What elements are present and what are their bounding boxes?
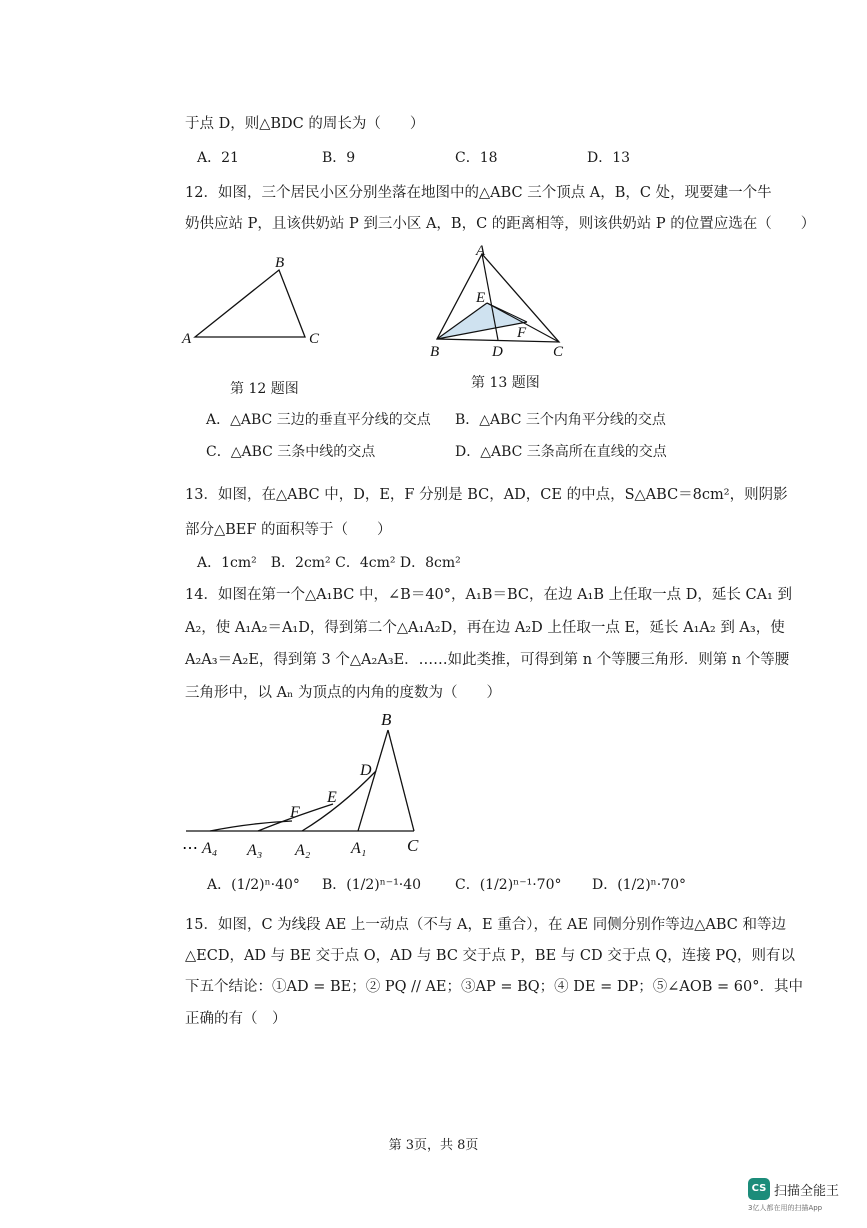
q11-option-b: B．9 bbox=[322, 150, 356, 166]
fig14-label-b: B bbox=[381, 710, 392, 729]
scanner-app-name: 扫描全能王 bbox=[774, 1184, 840, 1199]
figure-12 bbox=[175, 250, 335, 360]
q15-line-3: 下五个结论：①AD = BE；② PQ // AE；③AP = BQ；④ DE = DP；⑤∠AOB = 60°．其中 bbox=[185, 979, 803, 995]
fig13-label-f: F bbox=[517, 325, 527, 341]
scanner-app-tagline: 3亿人都在用的扫描App bbox=[748, 1204, 823, 1212]
scanner-logo-icon: CS bbox=[748, 1178, 770, 1200]
q11-tail: 于点 D，则△BDC 的周长为（ ） bbox=[185, 116, 425, 132]
q13-options: A．1cm² B．2cm² C．4cm² D．8cm² bbox=[197, 555, 461, 571]
q12-option-d: D．△ABC 三条高所在直线的交点 bbox=[455, 444, 667, 460]
q14-option-c: C．(1/2)ⁿ⁻¹·70° bbox=[455, 877, 562, 893]
q12-option-a: A．△ABC 三边的垂直平分线的交点 bbox=[206, 412, 431, 428]
fig14-dots: … bbox=[182, 834, 198, 853]
shaded-triangle-bef bbox=[437, 303, 527, 339]
q14-line-4: 三角形中，以 Aₙ 为顶点的内角的度数为（ ） bbox=[185, 685, 501, 701]
caption-fig-12: 第 12 题图 bbox=[230, 381, 299, 397]
fig14-label-e: E bbox=[327, 789, 337, 806]
fig13-label-a: A bbox=[476, 243, 486, 259]
triangle-abc bbox=[195, 270, 305, 337]
segment-bc bbox=[388, 730, 414, 831]
q15-line-2: △ECD，AD 与 BE 交于点 O，AD 与 BC 交于点 P，BE 与 CD 交于点 Q，连接 PQ，则有以 bbox=[185, 948, 795, 964]
q12-option-c: C．△ABC 三条中线的交点 bbox=[206, 444, 376, 460]
segment-ba1 bbox=[358, 730, 388, 831]
q14-option-a: A．(1/2)ⁿ·40° bbox=[207, 877, 300, 893]
q12-option-b: B．△ABC 三个内角平分线的交点 bbox=[455, 412, 666, 428]
fig13-label-b: B bbox=[430, 344, 440, 360]
fig12-label-b: B bbox=[275, 255, 285, 271]
fig13-label-c: C bbox=[553, 344, 564, 360]
segment-a2d bbox=[302, 771, 376, 831]
q12-line-1: 12．如图，三个居民小区分别坐落在地图中的△ABC 三个顶点 A，B，C 处，现要建一个牛 bbox=[185, 185, 772, 201]
fig13-label-e: E bbox=[476, 290, 486, 306]
q11-option-c: C．18 bbox=[455, 150, 498, 166]
fig14-label-a1: A₁ bbox=[351, 840, 367, 857]
q13-line-2: 部分△BEF 的面积等于（ ） bbox=[185, 522, 392, 538]
q15-line-4: 正确的有（ ） bbox=[185, 1011, 287, 1027]
q11-option-a: A．21 bbox=[197, 150, 239, 166]
figure-13 bbox=[425, 242, 575, 364]
fig14-label-c: C bbox=[407, 836, 419, 855]
q14-option-d: D．(1/2)ⁿ·70° bbox=[592, 877, 687, 893]
fig14-label-a4: A₄ bbox=[202, 840, 218, 857]
fig12-label-c: C bbox=[309, 331, 320, 347]
caption-fig-13: 第 13 题图 bbox=[471, 375, 540, 391]
figure-14 bbox=[180, 708, 440, 860]
q14-line-3: A₂A₃＝A₂E，得到第 3 个△A₂A₃E．……如此类推，可得到第 n 个等腰三角形．则第 n 个等腰 bbox=[185, 652, 790, 668]
q11-option-d: D．13 bbox=[587, 150, 631, 166]
fig14-label-d: D bbox=[360, 762, 372, 779]
q12-line-2: 奶供应站 P，且该供奶站 P 到三小区 A，B，C 的距离相等，则该供奶站 P 的位置应选在（ ） bbox=[185, 216, 816, 232]
page-footer: 第 3页，共 8页 bbox=[388, 1138, 479, 1153]
fig12-label-a: A bbox=[182, 331, 192, 347]
fig14-label-a3: A₃ bbox=[247, 842, 263, 859]
fig13-label-d: D bbox=[492, 344, 503, 360]
q13-line-1: 13．如图，在△ABC 中，D，E，F 分别是 BC，AD，CE 的中点，S△ABC＝8cm²，则阴影 bbox=[185, 487, 788, 503]
fig14-label-a2: A₂ bbox=[295, 842, 311, 859]
q14-line-1: 14．如图在第一个△A₁BC 中，∠B＝40°，A₁B＝BC，在边 A₁B 上任取一点 D，延长 CA₁ 到 bbox=[185, 587, 792, 603]
fig14-label-f: F bbox=[290, 804, 300, 821]
q14-line-2: A₂，使 A₁A₂＝A₁D，得到第二个△A₁A₂D，再在边 A₂D 上任取一点 E，延长 A₁A₂ 到 A₃，使 bbox=[185, 620, 785, 636]
q15-line-1: 15．如图，C 为线段 AE 上一动点（不与 A，E 重合），在 AE 同侧分别作等边△ABC 和等边 bbox=[185, 917, 786, 933]
q14-option-b: B．(1/2)ⁿ⁻¹·40 bbox=[322, 877, 422, 893]
